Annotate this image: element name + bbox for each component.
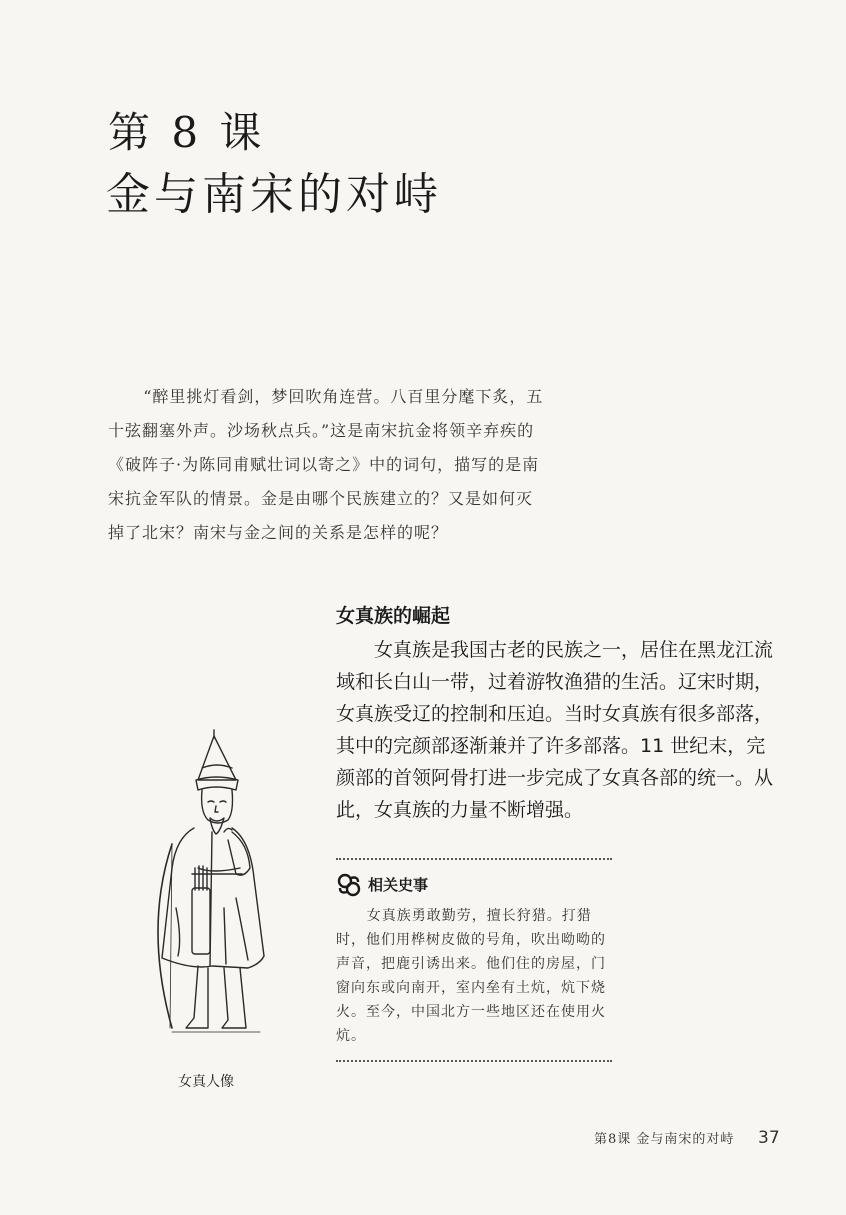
page-number: 37 [758, 1128, 780, 1148]
box-top-rule [336, 858, 612, 860]
box-heading: 相关史事 [368, 876, 429, 894]
knot-icon [336, 872, 362, 898]
figure-caption: 女真人像 [178, 1074, 234, 1090]
section-body: 女真族是我国古老的民族之一，居住在黑龙江流域和长白山一带，过着游牧渔猎的生活。辽宋时期，女真族受辽的控制和压迫。当时女真族有很多部落，其中的完颜部逐渐兼并了许多部落。11 世纪末，完颜部的首领阿骨打进一步完成了女真各部的统一。从此，女真族的力量不断增强。 [336, 639, 774, 821]
box-body: 女真族勇敢勤劳，擅长狩猎。打猎时，他们用桦树皮做的号角，吹出呦呦的声音，把鹿引诱出来。他们住的房屋，门窗向东或向南开，室内垒有土炕，炕下烧火。至今，中国北方一些地区还在使用火炕。 [336, 908, 606, 1044]
jurchen-man-illustration [132, 728, 292, 1058]
lesson-number: 第 8 课 [108, 108, 266, 157]
section-heading: 女真族的崛起 [336, 605, 451, 627]
related-history-box [336, 858, 612, 1062]
box-bottom-rule [336, 1060, 612, 1062]
running-footer: 第8课 金与南宋的对峙 [594, 1132, 735, 1147]
lesson-title: 金与南宋的对峙 [106, 169, 442, 220]
intro-paragraph: “醉里挑灯看剑，梦回吹角连营。八百里分麾下炙，五十弦翻塞外声。沙场秋点兵。”这是南宋抗金将领辛弃疾的《破阵子·为陈同甫赋壮词以寄之》中的词句，描写的是南宋抗金军队的情景。金是由哪个民族建立的？又是如何灭掉了北宋？南宋与金之间的关系是怎样的呢？ [108, 387, 544, 542]
